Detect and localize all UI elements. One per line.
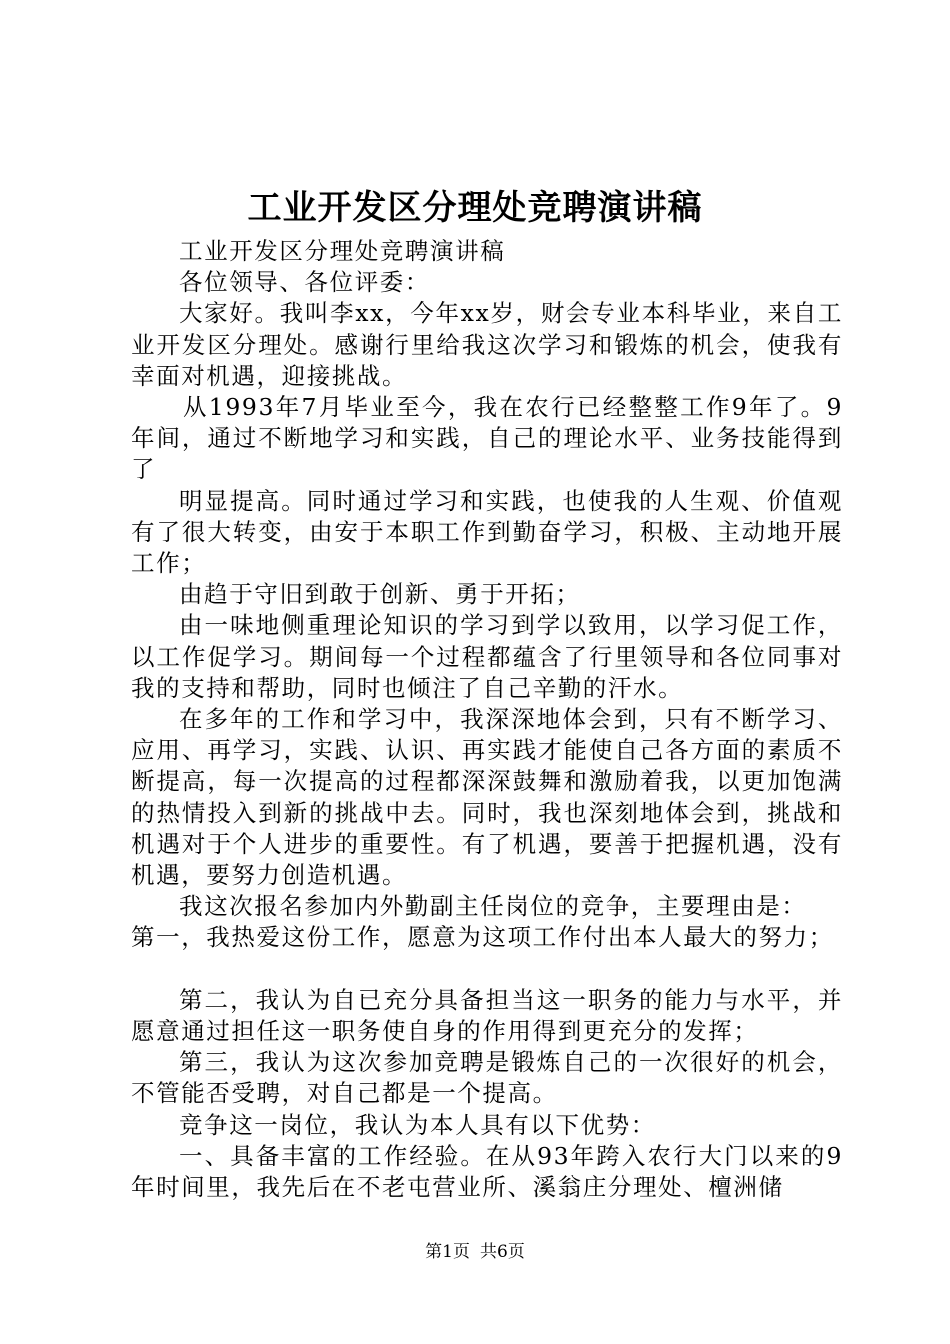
paragraph-experience: 从1993年7月毕业至今，我在农行已经整整工作9年了。9年间，通过不断地学习和实践，自己的理论水平、业务技能得到了 <box>131 393 843 484</box>
paragraph-improvement: 明显提高。同时通过学习和实践，也使我的人生观、价值观有了很大转变，由安于本职工作到勤奋学习，积极、主动地开展工作； <box>131 486 843 578</box>
paragraph-reflection: 在多年的工作和学习中，我深深地体会到，只有不断学习、应用、再学习，实践、认识、再实践才能使自己各方面的素质不断提高，每一次提高的过程都深深鼓舞和激励着我，以更加饱满的热情投入到新的挑战中去。同时，我也深刻地体会到，挑战和机遇对于个人进步的重要性。有了机遇，要善于把握机遇，没有机遇，要努力创造机遇。 <box>131 705 843 890</box>
paragraph-reason-two: 第二，我认为自已充分具备担当这一职务的能力与水平，并愿意通过担任这一职务使自身的作用得到更充分的发挥； <box>131 985 843 1046</box>
paragraph-advantages-intro: 竞争这一岗位，我认为本人具有以下优势： <box>179 1110 656 1139</box>
paragraph-spacer <box>131 954 843 985</box>
page-number: 第1页 <box>425 1242 470 1262</box>
paragraph-reason-three: 第三，我认为这次参加竞聘是锻炼自己的一次很好的机会，不管能否受聘，对自己都是一个提高。 <box>131 1048 843 1108</box>
document-body <box>131 236 843 1203</box>
paragraph-reasons-intro: 我这次报名参加内外勤副主任岗位的竞争，主要理由是： <box>179 892 807 921</box>
paragraph-innovation: 由趋于守旧到敢于创新、勇于开拓； <box>179 580 581 609</box>
paragraph-intro: 大家好。我叫李xx，今年xx岁，财会专业本科毕业，来自工业开发区分理处。感谢行里给我这次学习和锻炼的机会，使我有幸面对机遇，迎接挑战。 <box>131 299 843 390</box>
paragraph-advantage-one: 一、具备丰富的工作经验。在从93年跨入农行大门以来的9年时间里，我先后在不老屯营业所、溪翁庄分理处、檀洲储 <box>131 1141 843 1202</box>
paragraph-learning: 由一味地侧重理论知识的学习到学以致用，以学习促工作，以工作促学习。期间每一个过程都蕴含了行里领导和各位同事对我的支持和帮助，同时也倾注了自己辛勤的汗水。 <box>131 611 843 702</box>
page-total: 共6页 <box>480 1242 525 1262</box>
page-footer <box>0 1240 950 1264</box>
paragraph-reason-one: 第一，我热爱这份工作，愿意为这项工作付出本人最大的努力； <box>131 923 834 952</box>
paragraph-salutation: 各位领导、各位评委： <box>179 268 430 297</box>
document-title: 工业开发区分理处竞聘演讲稿 <box>247 188 703 228</box>
paragraph-heading: 工业开发区分理处竞聘演讲稿 <box>179 237 506 265</box>
